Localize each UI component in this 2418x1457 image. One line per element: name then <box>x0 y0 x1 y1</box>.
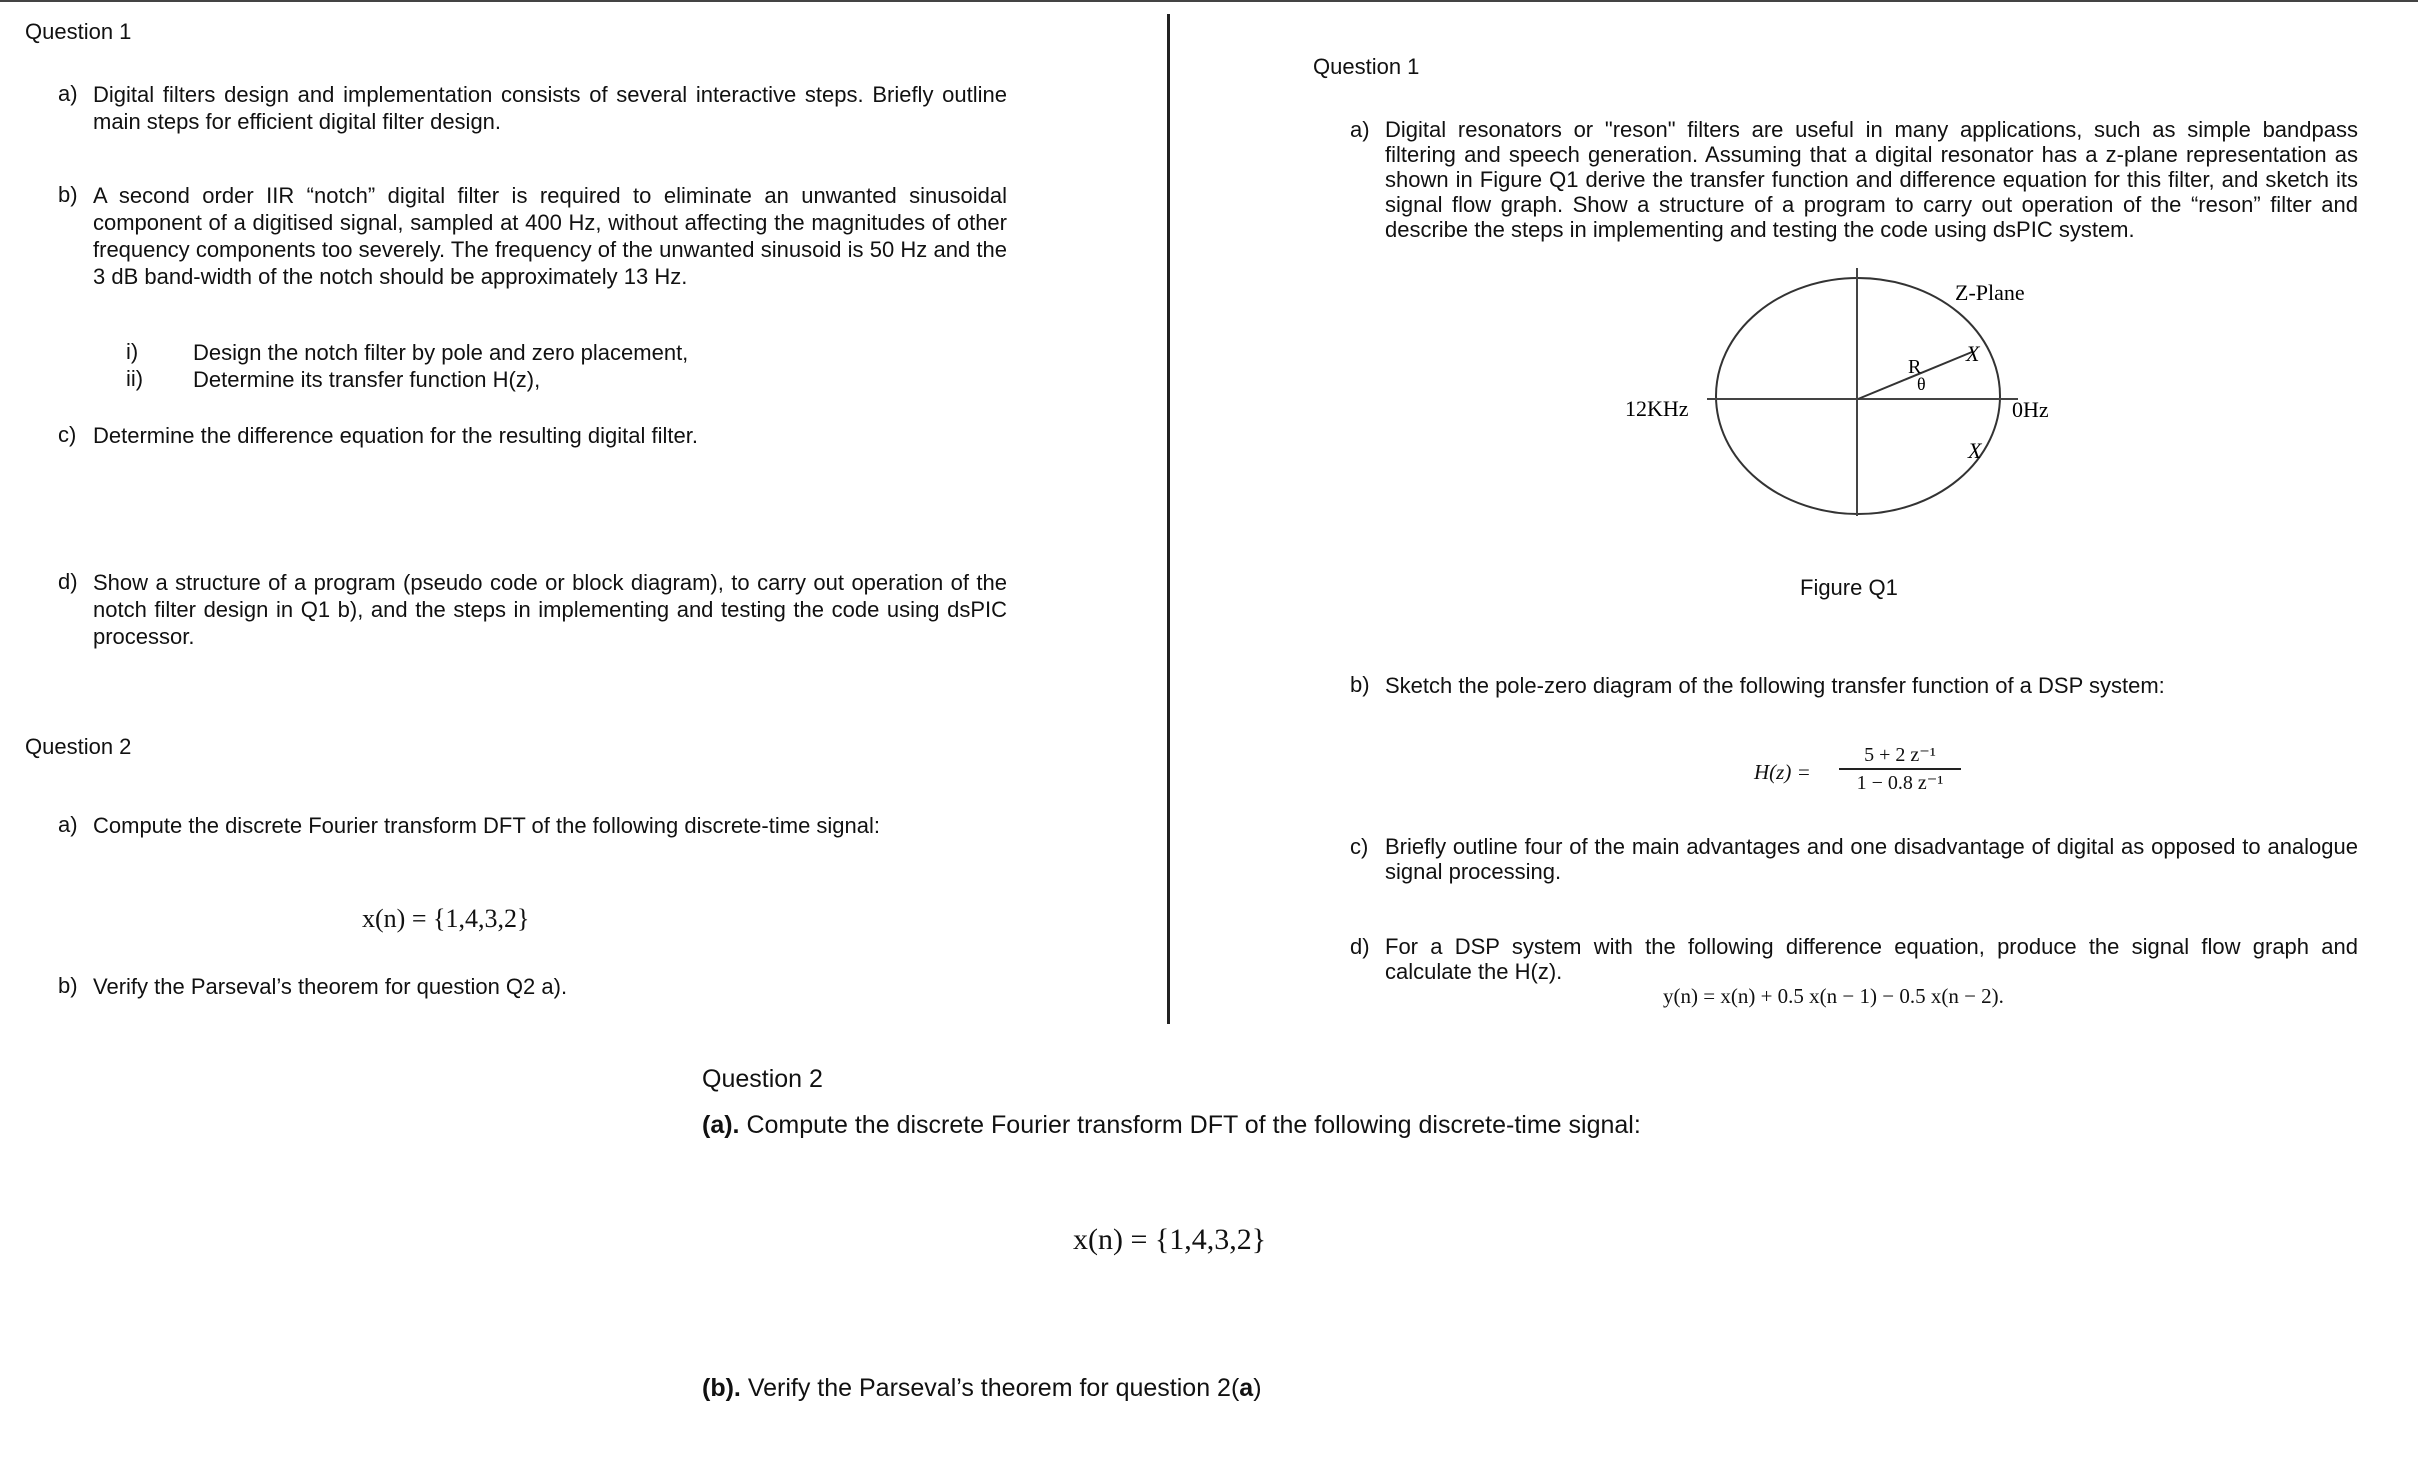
bottom-q2a-text: Compute the discrete Fourier transform DFT of the following discrete-time signal: <box>746 1111 1641 1139</box>
right-frequency-label: 0Hz <box>2012 397 2049 422</box>
z-plane-label: Z-Plane <box>1955 280 2025 305</box>
left-q1d-text: Show a structure of a program (pseudo code or block diagram), to carry out operation of the notch filter design in Q1 b), and the steps in implementing and testing the code using dsPIC processor. <box>93 570 1007 649</box>
column-divider <box>1167 14 1170 1024</box>
left-q2b-text: Verify the Parseval’s theorem for question Q2 a). <box>93 974 568 999</box>
bottom-q2b-text-end: ) <box>1253 1374 1262 1402</box>
left-q2-title: Question 2 <box>25 734 132 759</box>
left-q1d-label: d) <box>58 569 78 594</box>
right-q1b-label: b) <box>1350 672 1370 697</box>
right-q1a-label: a) <box>1350 117 1370 142</box>
z-plane-figure <box>1610 262 2060 522</box>
bottom-q2b-text-bold: a <box>1239 1374 1254 1402</box>
left-q2b-label: b) <box>58 973 78 998</box>
hz-fraction <box>1839 742 1961 796</box>
left-q1c-label: c) <box>58 422 77 447</box>
bottom-q2b <box>702 1374 1262 1403</box>
left-q1b-ii-label: ii) <box>126 366 144 391</box>
right-q1c-label: c) <box>1350 834 1369 859</box>
hz-lhs: H(z) = <box>1754 760 1811 784</box>
left-q1a-text: Digital filters design and implementation consists of several interactive steps. Briefly outline main steps for efficient digital filter design. <box>93 82 1007 134</box>
left-q1b-i-label: i) <box>126 339 139 364</box>
left-q1-title: Question 1 <box>25 19 132 44</box>
right-q1-title: Question 1 <box>1313 54 1420 79</box>
bottom-q2b-label: (b). <box>702 1374 741 1402</box>
left-q1c-text: Determine the difference equation for the resulting digital filter. <box>93 423 698 448</box>
left-q2-equation: x(n) = {1,4,3,2} <box>362 904 530 933</box>
bottom-q2-equation: x(n) = {1,4,3,2} <box>1073 1223 1267 1256</box>
hz-denominator: 1 − 0.8 z⁻¹ <box>1856 772 1944 794</box>
right-q1b-text: Sketch the pole-zero diagram of the following transfer function of a DSP system: <box>1385 673 2165 698</box>
left-frequency-label: 12KHz <box>1625 396 1689 421</box>
hz-numerator: 5 + 2 z⁻¹ <box>1864 744 1936 766</box>
left-q1b-label: b) <box>58 182 78 207</box>
left-q1b-i-text: Design the notch filter by pole and zero placement, <box>193 340 689 365</box>
pole-mark-lower: X <box>1968 438 1982 463</box>
right-q1d-label: d) <box>1350 934 1370 959</box>
bottom-q2b-text-start: Verify the Parseval’s theorem for question 2( <box>747 1374 1240 1402</box>
bottom-q2-title: Question 2 <box>702 1065 823 1093</box>
right-q1d-equation: y(n) = x(n) + 0.5 x(n − 1) − 0.5 x(n − 2). <box>1663 984 2004 1008</box>
right-q1d-text: For a DSP system with the following difference equation, produce the signal flow graph and calculate the H(z). <box>1385 934 2358 984</box>
pole-mark-upper: X <box>1966 341 1980 366</box>
theta-label: θ <box>1917 374 1926 394</box>
bottom-q2a-label: (a). <box>702 1111 740 1139</box>
top-rule <box>0 0 2418 2</box>
left-q1a-label: a) <box>58 81 78 106</box>
figure-caption: Figure Q1 <box>1800 575 1898 600</box>
bottom-q2a <box>702 1111 1641 1140</box>
left-q1b-ii-text: Determine its transfer function H(z), <box>193 367 541 392</box>
left-q2a-label: a) <box>58 812 78 837</box>
left-q1b-text: A second order IIR “notch” digital filter is required to eliminate an unwanted sinusoidal component of a digitised signal, sampled at 400 Hz, without affecting the magnitudes of other frequency components too severely. The frequency of the unwanted sinusoid is 50 Hz and the 3 dB band-width of the notch should be approximately 13 Hz. <box>93 183 1007 289</box>
radius-label: R <box>1908 356 1922 378</box>
right-q1a-text: Digital resonators or "reson" filters are useful in many applications, such as simple bandpass filtering and speech generation. Assuming that a digital resonator has a z-plane representation as shown in Figure Q1 derive the transfer function and difference equation for this filter, and sketch its signal flow graph. Show a structure of a program to carry out operation of the “reson” filter and describe the steps in implementing and testing the code using dsPIC system. <box>1385 117 2358 242</box>
right-q1c-text: Briefly outline four of the main advantages and one disadvantage of digital as opposed to analogue signal processing. <box>1385 834 2358 884</box>
left-q2a-text: Compute the discrete Fourier transform DFT of the following discrete-time signal: <box>93 813 881 838</box>
